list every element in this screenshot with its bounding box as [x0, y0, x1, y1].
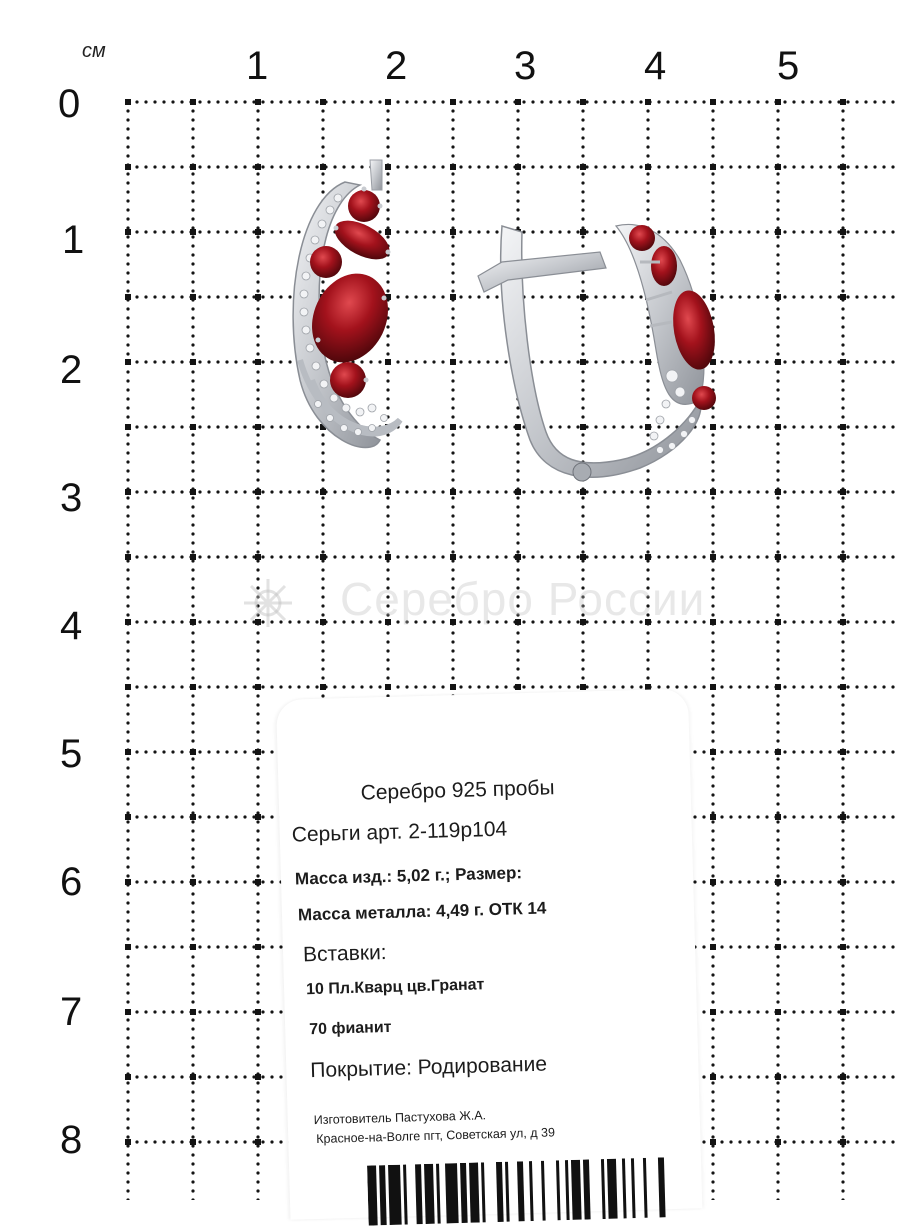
left-ruler-label-5: 5 — [60, 732, 83, 776]
top-ruler-label-2: 2 — [385, 44, 408, 88]
left-ruler-label-7: 7 — [60, 990, 83, 1034]
watermark-text: Серебро России — [340, 573, 706, 625]
unit-label: см — [82, 40, 106, 62]
tag-metal-weight: Масса металла: 4,49 г. ОТК 14 — [297, 898, 547, 925]
tag-weight: Масса изд.: 5,02 г.; Размер: — [294, 863, 523, 889]
tag-address: Красное-на-Волге пгт, Советская ул, д 39 — [316, 1125, 556, 1147]
top-ruler-label-4: 4 — [644, 44, 667, 88]
tag-material: Серебро 925 пробы — [360, 776, 555, 805]
left-ruler-label-4: 4 — [60, 604, 83, 648]
tag-inserts-heading: Вставки: — [302, 941, 387, 967]
top-ruler-label-3: 3 — [514, 44, 537, 88]
left-ruler-label-1: 1 — [62, 218, 85, 262]
left-ruler-label-8: 8 — [60, 1118, 83, 1162]
tag-coating: Покрытие: Родирование — [310, 1052, 548, 1083]
tag-insert-garnet: 10 Пл.Кварц цв.Гранат — [305, 976, 485, 999]
product-tag — [276, 688, 702, 1219]
left-ruler-label-0: 0 — [58, 82, 81, 126]
left-ruler-label-3: 3 — [60, 476, 83, 520]
left-ruler-label-2: 2 — [60, 348, 83, 392]
left-ruler-label-6: 6 — [60, 860, 83, 904]
right-earring — [478, 224, 721, 481]
tag-manufacturer: Изготовитель Пастухова Ж.А. — [313, 1108, 487, 1128]
tag-article: Серьги арт. 2-119р104 — [291, 817, 508, 847]
barcode — [367, 1157, 689, 1226]
left-earring — [293, 160, 402, 448]
top-ruler-label-1: 1 — [246, 44, 269, 88]
top-ruler-label-5: 5 — [777, 44, 800, 88]
tag-insert-cz: 70 фианит — [308, 1018, 392, 1039]
